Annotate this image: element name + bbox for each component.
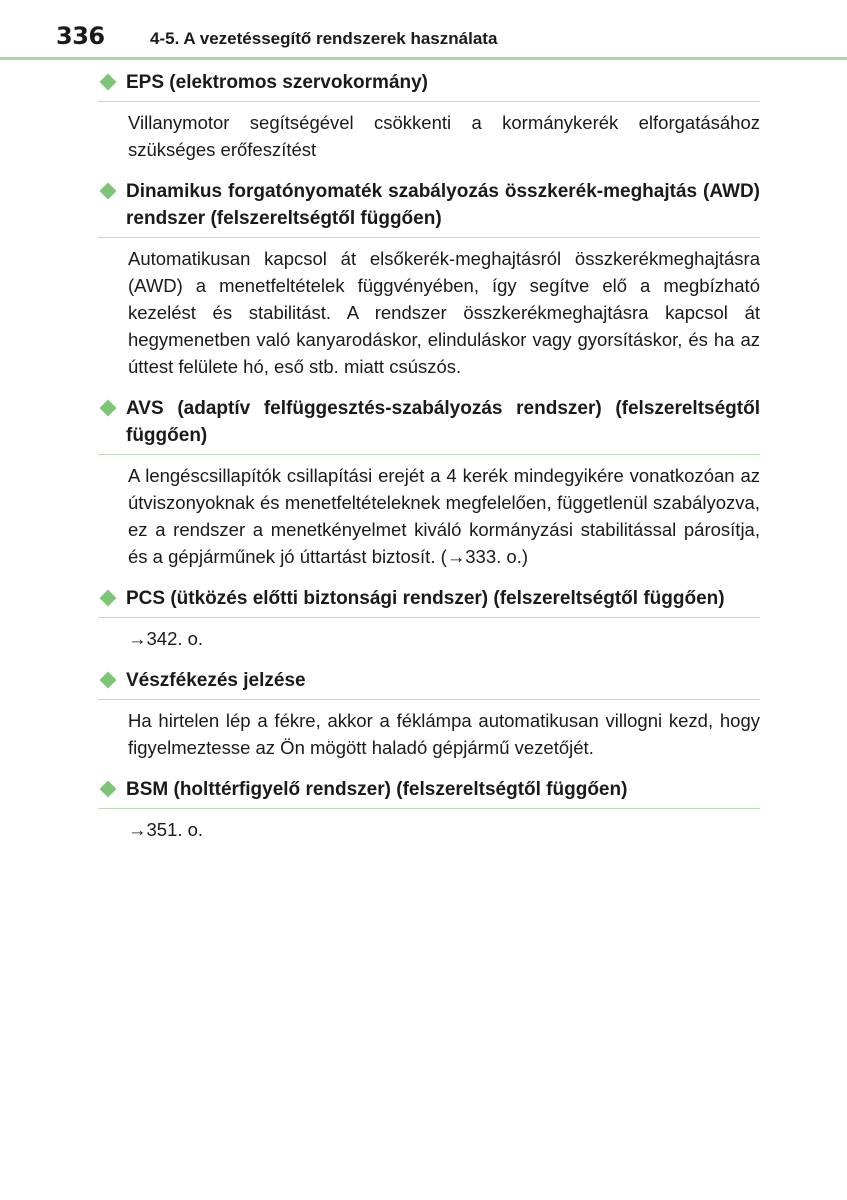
diamond-bullet-icon	[100, 183, 117, 200]
diamond-bullet-icon	[100, 400, 117, 417]
page-reference-link[interactable]: →351. o.	[128, 819, 204, 840]
section-title: Dinamikus forgatónyomaték szabályozás összkerék-meghajtás (AWD) rendszer (felszereltségtől függően)	[126, 181, 760, 229]
diamond-bullet-icon	[100, 781, 117, 798]
diamond-bullet-icon	[100, 590, 117, 607]
section-heading	[98, 580, 760, 618]
section-awd	[98, 173, 760, 390]
section-title: Vészfékezés jelzése	[126, 670, 306, 691]
page-reference-link[interactable]: →342. o.	[128, 628, 204, 649]
section-bsm	[98, 771, 760, 853]
section-heading	[98, 662, 760, 700]
page-header	[0, 0, 847, 62]
section-heading	[98, 173, 760, 238]
section-heading	[98, 390, 760, 455]
chapter-title: 4-5. A vezetéssegítő rendszerek használata	[150, 29, 498, 48]
section-eps	[98, 64, 760, 173]
page-content	[98, 64, 760, 853]
section-heading	[98, 771, 760, 809]
section-body: Ha hirtelen lép a fékre, akkor a féklámpa automatikusan villogni kezd, hogy figyelmeztesse az Ön mögött haladó gépjármű vezetőjét.	[128, 710, 760, 758]
header-divider	[0, 57, 847, 60]
section-title: PCS (ütközés előtti biztonsági rendszer) (felszereltségtől függően)	[126, 588, 725, 609]
section-title: EPS (elektromos szervokormány)	[126, 72, 429, 93]
section-body: Automatikusan kapcsol át elsőkerék-meghajtásról összkerékmeghajtásra (AWD) a menetfeltételek függvényében, így segítve elő a megbízható kezelést és stabilitást. A rendszer összkerékmeghajtásra kapcsol át hegymenetben való kanyarodáskor, elinduláskor vagy gyorsításkor, és ha az úttest felülete hó, eső stb. miatt csúszós.	[128, 248, 760, 377]
diamond-bullet-icon	[100, 672, 117, 689]
section-emergency-brake-signal	[98, 662, 760, 771]
section-body: A lengéscsillapítók csillapítási erejét a 4 kerék mindegyikére vonatkozóan az útviszonyoknak és menetfeltételeknek megfelelően, függetlenül szabályozva, ez a rendszer a menetkényelmet kiváló kormányzási stabilitással párosítja, és a gépjárműnek jó úttartást biztosít. (→333. o.)	[128, 465, 760, 567]
page-number: 336	[56, 22, 105, 50]
section-avs	[98, 390, 760, 580]
section-title: BSM (holttérfigyelő rendszer) (felszereltségtől függően)	[126, 779, 628, 800]
section-pcs	[98, 580, 760, 662]
diamond-bullet-icon	[100, 74, 117, 91]
section-heading	[98, 64, 760, 102]
section-title: AVS (adaptív felfüggesztés-szabályozás rendszer) (felszereltségtől függően)	[126, 398, 760, 446]
section-body: Villanymotor segítségével csökkenti a kormánykerék elforgatásához szükséges erőfeszítést	[128, 112, 760, 160]
